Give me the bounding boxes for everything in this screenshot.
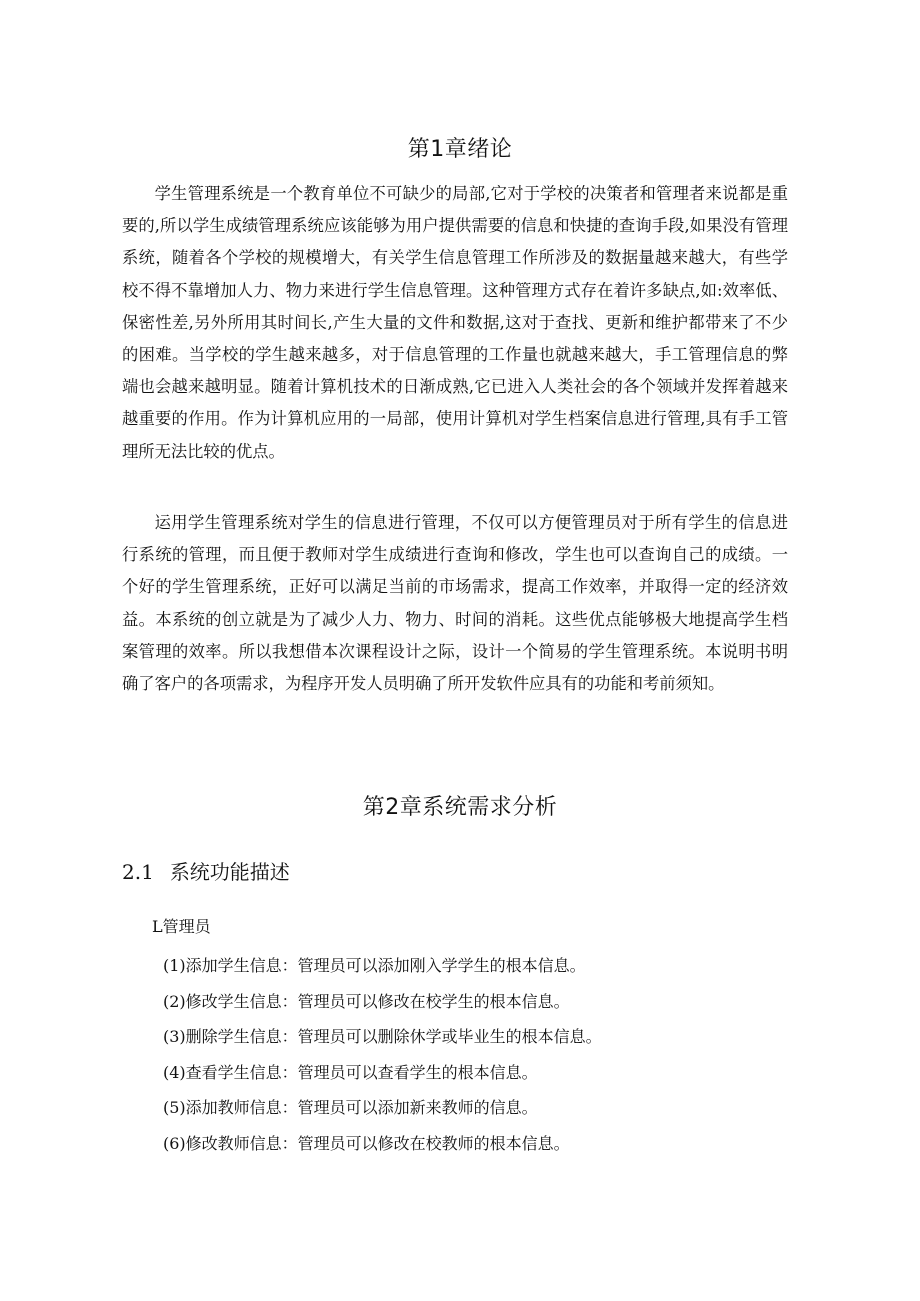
chapter-2-title: 第2章系统需求分析 (362, 795, 558, 820)
admin-function-list (163, 948, 602, 1161)
function-item: (4)查看学生信息：管理员可以查看学生的根本信息。 (163, 1062, 538, 1082)
role-label-admin: L管理员 (152, 917, 211, 936)
section-number: 2.1 (122, 860, 154, 884)
function-item: (1)添加学生信息：管理员可以添加刚入学学生的根本信息。 (163, 956, 586, 975)
chapter-1-paragraph-1: 学生管理系统是一个教育单位不可缺少的局部,它对于学校的决策者和管理者来说都是重要的,所以学生成绩管理系统应该能够为用户提供需要的信息和快捷的查询手段,如果没有管理系统，随着各个学校的规模增大，有关学生信息管理工作所涉及的数据量越来越大，有些学校不得不靠增加人力、物力来进行学生信息管理。这种管理方式存在着许多缺点,如:效率低、保密性差,另外所用其时间长,产生大量的文件和数据,这对于查找、更新和维护都带来了不少的困难。当学校的学生越来越多，对于信息管理的工作量也就越来越大，手工管理信息的弊端也会越来越明显。随着计算机技术的日渐成熟,它已进入人类社会的各个领域并发挥着越来越重要的作用。作为计算机应用的一局部，使用计算机对学生档案信息进行管理,具有手工管理所无法比较的优点。 (122, 184, 788, 461)
section-title: 系统功能描述 (169, 860, 290, 884)
chapter-1-paragraph-2: 运用学生管理系统对学生的信息进行管理，不仅可以方便管理员对于所有学生的信息进行系统的管理，而且便于教师对学生成绩进行查询和修改，学生也可以查询自己的成绩。一个好的学生管理系统，正好可以满足当前的市场需求，提高工作效率，并取得一定的经济效益。本系统的创立就是为了减少人力、物力、时间的消耗。这些优点能够极大地提高学生档案管理的效率。所以我想借本次课程设计之际，设计一个简易的学生管理系统。本说明书明确了客户的各项需求，为程序开发人员明确了所开发软件应具有的功能和考前须知。 (122, 513, 788, 694)
function-item: (6)修改教师信息：管理员可以修改在校教师的根本信息。 (163, 1133, 570, 1153)
function-item: (5)添加教师信息：管理员可以添加新来教师的信息。 (163, 1098, 538, 1117)
section-2-1-heading (122, 856, 290, 885)
chapter-1-title: 第1章绪论 (407, 137, 513, 162)
function-item: (2)修改学生信息：管理员可以修改在校学生的根本信息。 (163, 991, 570, 1011)
function-item: (3)删除学生信息：管理员可以删除休学或毕业生的根本信息。 (163, 1027, 602, 1046)
